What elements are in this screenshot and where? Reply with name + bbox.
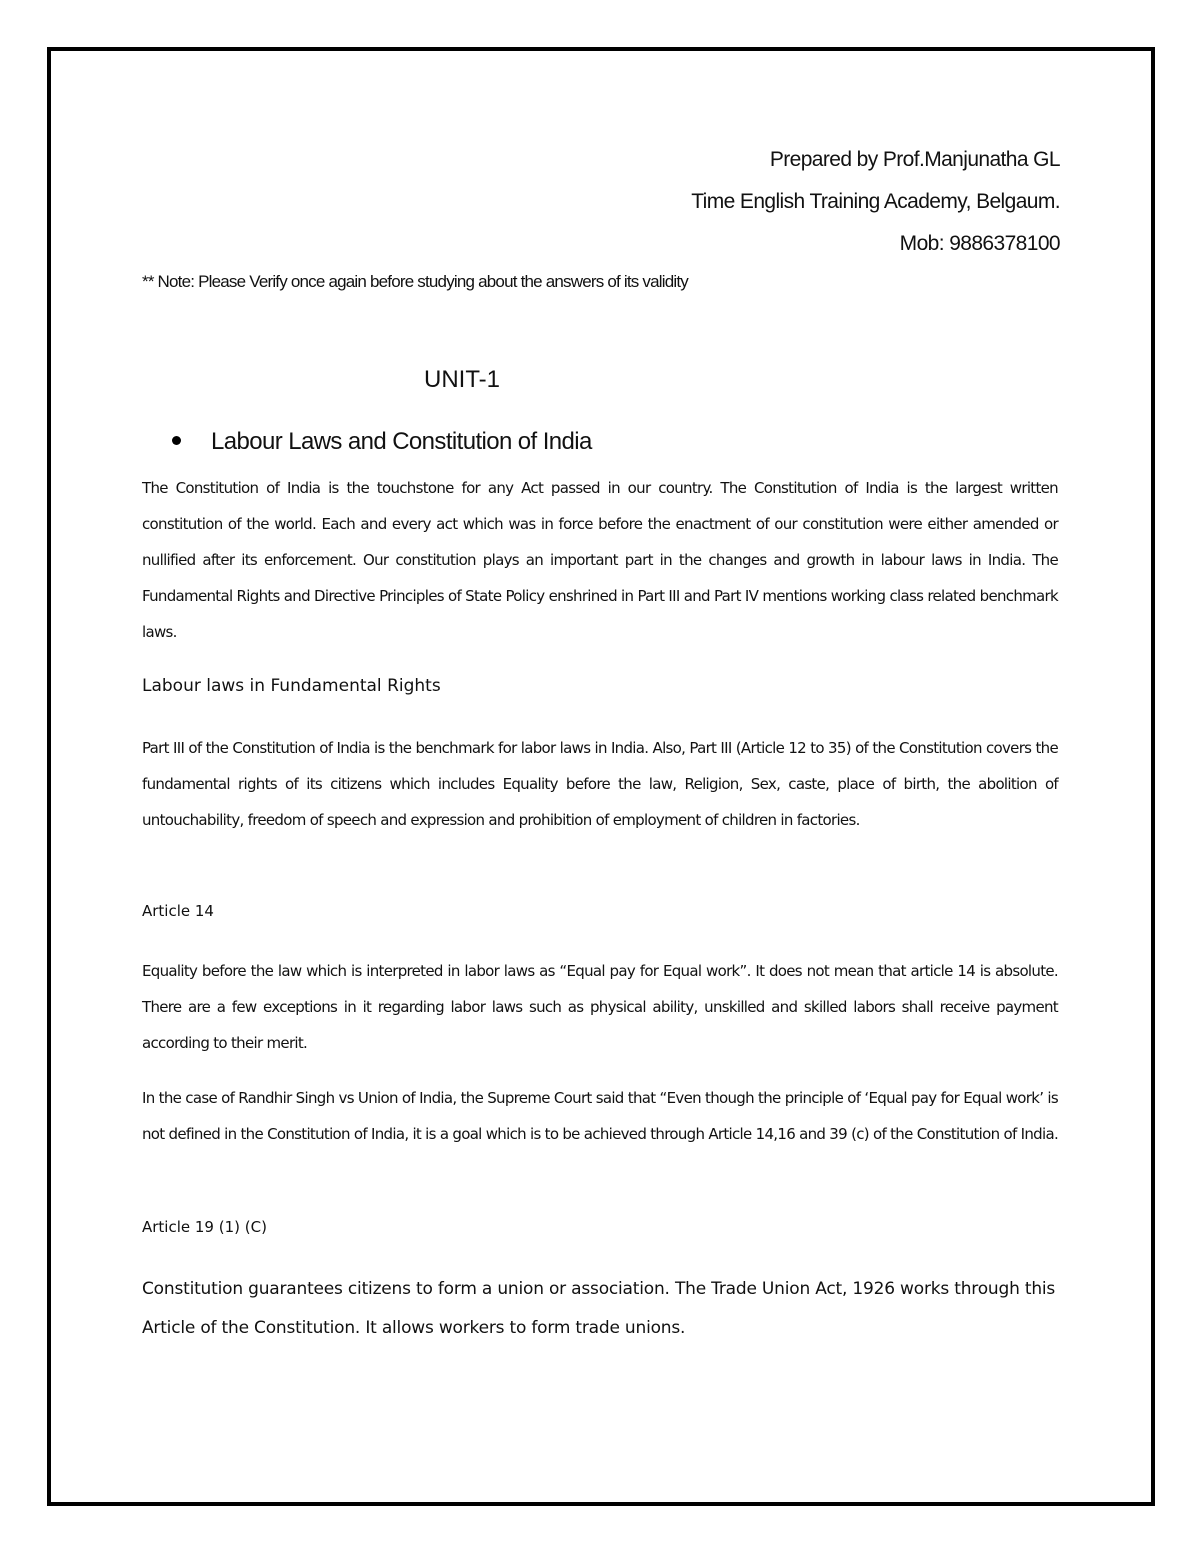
prepared-by-line: Prepared by Prof.Manjunatha GL bbox=[769, 148, 1060, 171]
trade-union-paragraph: Constitution guarantees citizens to form a union or association. The Trade Union Act, 1926 works through this Article of the Constitution. It allows workers to form trade unions. bbox=[142, 1279, 1056, 1338]
validity-note: ** Note: Please Verify once again before studying about the answers of its validity bbox=[142, 272, 688, 291]
bullet-heading-text: Labour Laws and Constitution of India bbox=[211, 428, 592, 455]
unit-title: UNIT-1 bbox=[424, 366, 501, 393]
fundamental-rights-heading: Labour laws in Fundamental Rights bbox=[142, 676, 441, 696]
academy-line: Time English Training Academy, Belgaum. bbox=[691, 190, 1060, 213]
equal-pay-paragraph: Equality before the law which is interpreted in labor laws as “Equal pay for Equal work”. It does not mean that article 14 is absolute. There are a few exceptions in it regarding labor laws such as physical ability, unskilled and skilled labors shall receive payment according to their merit. bbox=[142, 962, 1058, 1052]
randhir-singh-paragraph: In the case of Randhir Singh vs Union of India, the Supreme Court said that “Even though the principle of ‘Equal pay for Equal work’ is not defined in the Constitution of India, it is a goal which is to be achieved through Article 14,16 and 39 (c) of the Constitution of India. bbox=[142, 1089, 1059, 1143]
bullet-heading bbox=[172, 428, 592, 456]
constitution-paragraph: The Constitution of India is the touchstone for any Act passed in our country. The Constitution of India is the largest written constitution of the world. Each and every act which was in force before the enactment of our constitution were either amended or nullified after its enforcement. Our constitution plays an important part in the changes and growth in labour laws in India. The Fundamental Rights and Directive Principles of State Policy enshrined in Part III and Part IV mentions working class related benchmark laws. bbox=[142, 479, 1058, 641]
mobile-line: Mob: 9886378100 bbox=[899, 232, 1060, 255]
article-19-heading: Article 19 (1) (C) bbox=[142, 1218, 267, 1236]
article-14-heading: Article 14 bbox=[142, 902, 214, 920]
bullet-icon bbox=[172, 436, 181, 445]
part-three-paragraph: Part III of the Constitution of India is the benchmark for labor laws in India. Also, Part III (Article 12 to 35) of the Constitution covers the fundamental rights of its citizens which includes Equality before the law, Religion, Sex, caste, place of birth, the abolition of untouchability, freedom of speech and expression and prohibition of employment of children in factories. bbox=[142, 739, 1058, 829]
